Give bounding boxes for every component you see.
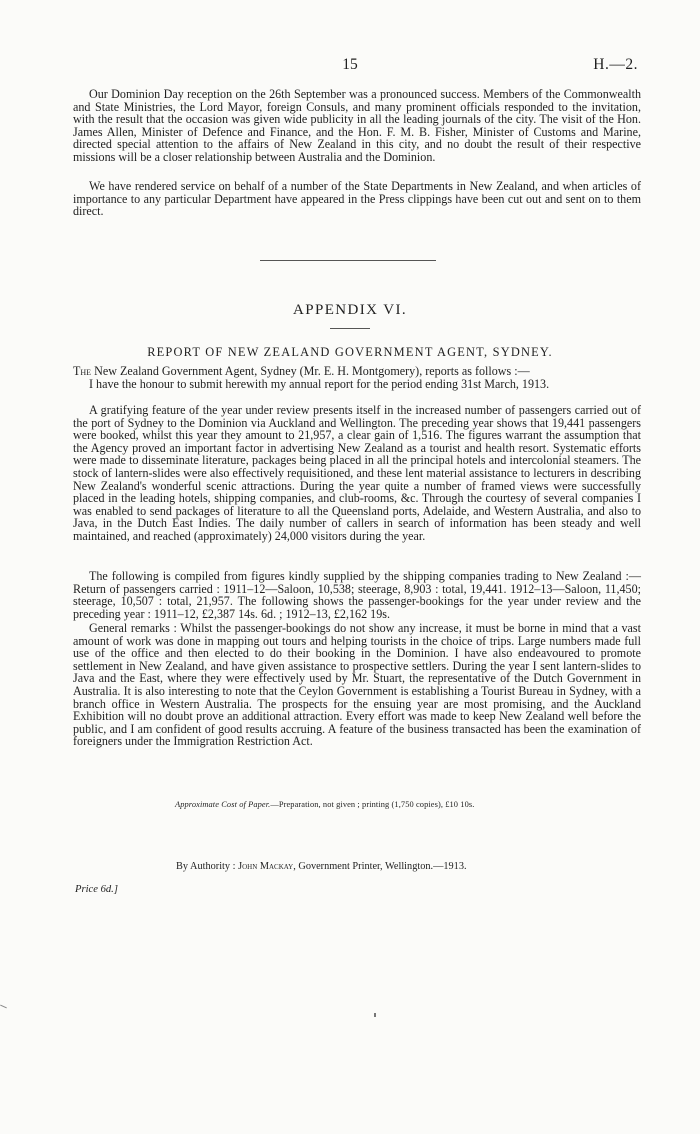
page-header	[0, 56, 700, 76]
lead-text: New Zealand Government Agent, Sydney (Mr. E. H. Montgomery), reports as follows :—	[94, 364, 530, 378]
lead-word: The	[73, 364, 92, 378]
cost-details: —Preparation, not given ; printing (1,750 copies), £10 10s.	[270, 800, 475, 809]
document-reference: H.—2.	[593, 56, 638, 73]
general-remarks-paragraph: General remarks : Whilst the passenger-bookings do not show any increase, it must be borne in mind that a vast amount of work was done in mapping out tours and helping tourists in the choice of trips. Large numbers made full use of the office and then elected to do their booking in the Dominion. I have also endeavoured to promote settlement in New Zealand, and have given assistance to prospective settlers. During the year I sent lantern-slides to Java and the East, where they were effectively used by Mr. Stuart, the representative of the Dutch Government in Australia. It is also interesting to note that the Ceylon Government is establishing a Tourist Bureau in Sydney, with a branch office in Western Australia. The prospects for the ensuing year are most promising, and the Auckland Exhibition will no doubt prove an additional attraction. Every effort was made to keep New Zealand well before the public, and I am confident of good results accruing. A feature of the business transacted has been the examination of foreigners under the Immigration Restriction Act.	[73, 621, 641, 749]
state-departments-paragraph: We have rendered service on behalf of a number of the State Departments in New Zealand, and when articles of importance to any particular Department have appeared in the Press clippings have been cut out and sent on to them direct.	[73, 179, 641, 219]
price-note: Price 6d.]	[75, 884, 118, 895]
dominion-day-paragraph: Our Dominion Day reception on the 26th September was a pronounced success. Members of the Commonwealth and State Ministries, the Lord Mayor, foreign Consuls, and many prominent officials responded to the invitation, with the result that the occasion was given wide publicity in all the leading journals of the city. The visit of the Hon. James Allen, Minister of Defence and Finance, and the Hon. F. M. B. Fisher, Minister of Customs and Marine, directed special attention to the affairs of New Zealand in this city, and no doubt the result of their respective missions will be a closer relationship between Australia and the Dominion.	[73, 87, 641, 164]
printer-name: John Mackay	[238, 861, 294, 872]
cost-label: Approximate Cost of Paper.	[175, 800, 271, 809]
passenger-figures-paragraph: The following is compiled from figures kindly supplied by the shipping companies trading to New Zealand :—Return of passengers carried : 1911–12—Saloon, 10,538; steerage, 8,903 : total, 19,441. 1912–13—Saloon, 11,450; steerage, 10,507 : total, 21,957. The following shows the passenger-bookings for the year under review and the preceding year : 1911–12, £2,387 14s. 6d. ; 1912–13, £2,162 19s.	[73, 569, 641, 621]
section-divider	[260, 260, 436, 261]
scan-mark-center	[374, 1013, 376, 1017]
authority-line	[176, 861, 467, 872]
printing-cost-note	[175, 800, 474, 809]
report-lead-line	[73, 365, 641, 378]
authority-suffix: , Government Printer, Wellington.—1913.	[293, 861, 467, 872]
report-title: REPORT OF NEW ZEALAND GOVERNMENT AGENT, SYDNEY.	[147, 345, 553, 359]
authority-prefix: By Authority :	[176, 861, 236, 872]
appendix-underline	[330, 328, 370, 329]
page-number: 15	[342, 56, 358, 73]
scan-mark-left	[0, 1005, 7, 1009]
gratifying-feature-paragraph: A gratifying feature of the year under review presents itself in the increased number of passengers carried out of the port of Sydney to the Dominion via Auckland and Wellington. The preceding year shows that 19,441 passengers were booked, whilst this year they amount to 21,957, a clear gain of 1,516. The figures warrant the assumption that the Agency proved an important factor in advertising New Zealand as a tourist and health resort. Systematic efforts were made to disseminate literature, packages being placed in all the principal hotels and intercolonial steamers. The stock of lantern-slides were also effectively requisitioned, and these lent material assistance to lecturers in describing New Zealand's wonderful scenic attractions. During the year quite a number of framed views were successfully placed in the leading hotels, shipping companies, and club-rooms, &c. Through the courtesy of several companies I was enabled to send packages of literature to all the Queensland ports, Adelaide, and Western Australia, and also to Java, in the Dutch East Indies. The daily number of callers in search of information has been steady and well maintained, and reached (approximately) 24,000 visitors during the year.	[73, 403, 641, 543]
report-intro-paragraph: I have the honour to submit herewith my annual report for the period ending 31st March, 1913.	[89, 377, 550, 391]
appendix-heading: APPENDIX VI.	[292, 302, 408, 318]
